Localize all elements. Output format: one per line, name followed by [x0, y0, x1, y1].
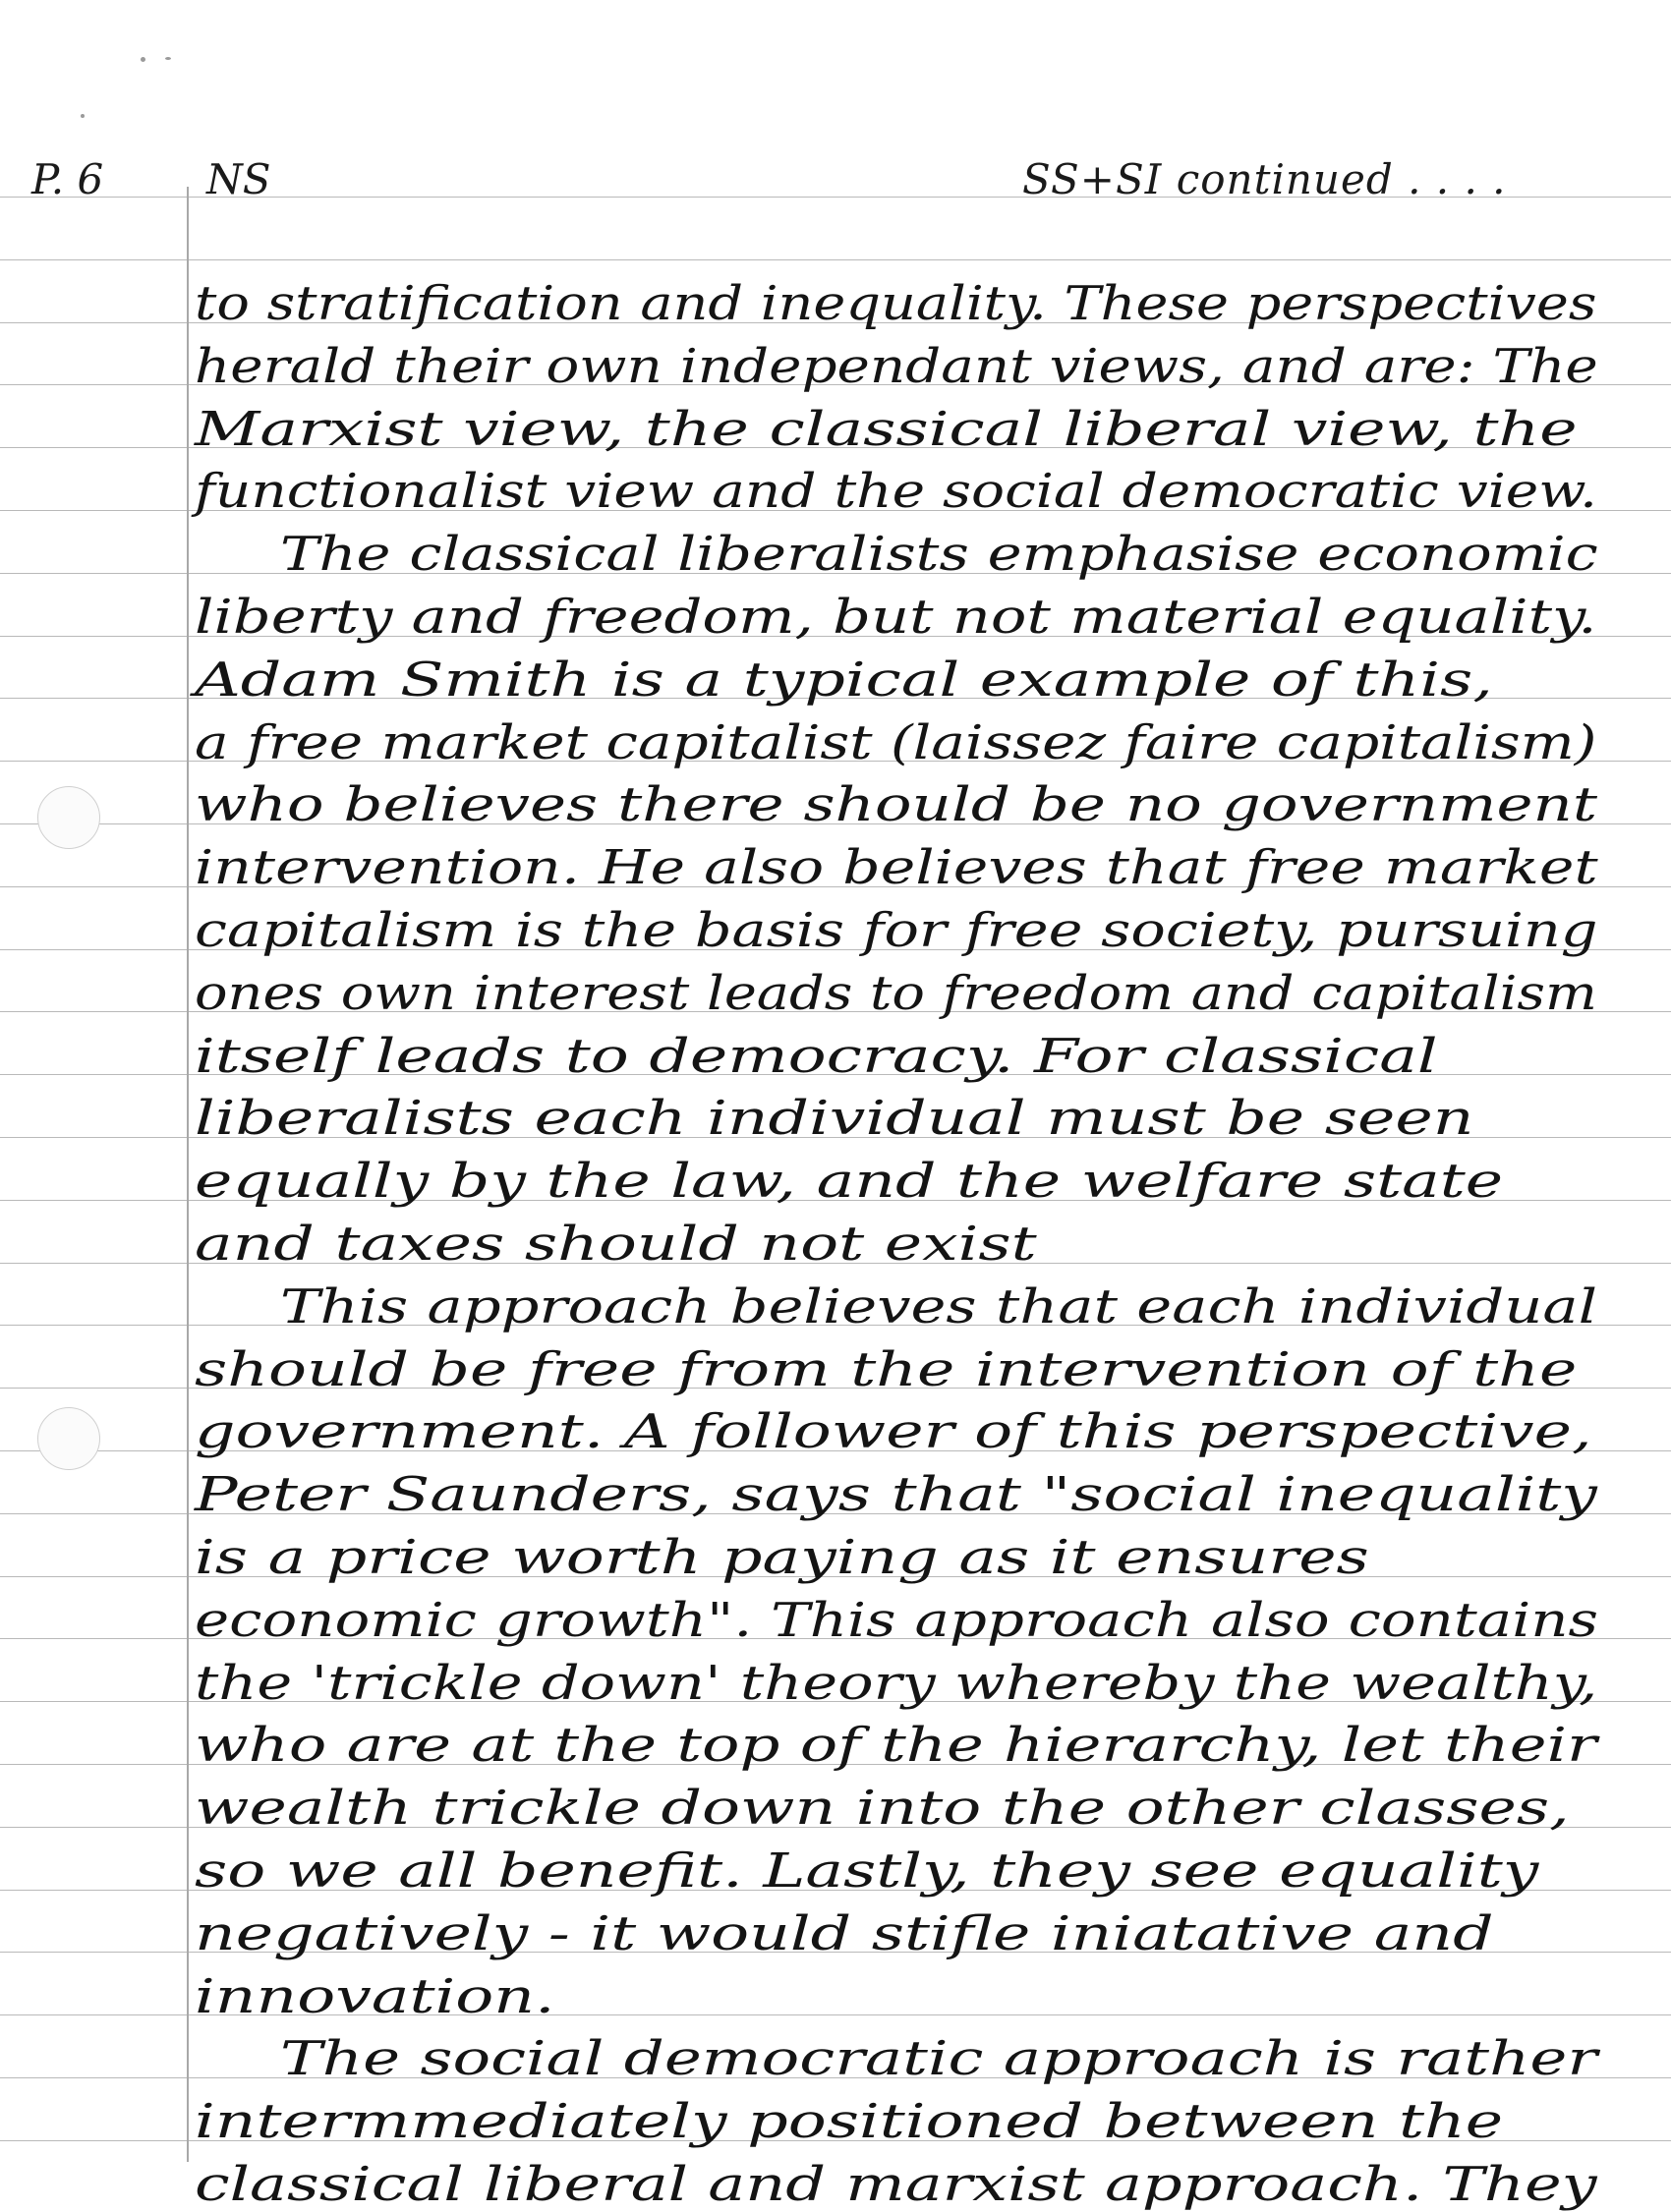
text-line: herald their own independant views, and are: The: [195, 339, 1598, 394]
page-number: P. 6: [31, 155, 104, 203]
text-line: The classical liberalists emphasise economic: [280, 527, 1598, 582]
text-line: who believes there should be no government: [195, 777, 1598, 832]
text-line: a free market capitalist (laissez faire capitalism): [195, 715, 1597, 770]
text-line: This approach believes that each individual: [280, 1279, 1597, 1334]
text-line: innovation.: [195, 1969, 555, 2024]
text-line: Adam Smith is a typical example of this,: [195, 652, 1493, 708]
text-line: is a price worth paying as it ensures: [195, 1530, 1369, 1585]
text-line: should be free from the intervention of the: [195, 1342, 1578, 1397]
text-line: itself leads to democracy. For classical: [195, 1029, 1438, 1084]
text-line: classical liberal and marxist approach. They: [195, 2157, 1597, 2212]
text-line: and taxes should not exist: [195, 1217, 1037, 1272]
text-line: the 'trickle down' theory whereby the wealthy,: [195, 1656, 1598, 1711]
text-line: negatively - it would stifle iniatative and: [195, 1906, 1494, 1961]
text-line: so we all benefit. Lastly, they see equality: [195, 1843, 1539, 1899]
text-line: intermmediately positioned between the: [195, 2094, 1504, 2149]
text-line: Marxist view, the classical liberal view, the: [195, 402, 1578, 457]
text-line: wealth trickle down into the other classes,: [195, 1781, 1570, 1836]
text-line: government. A follower of this perspective,: [195, 1404, 1592, 1459]
text-line: who are at the top of the hierarchy, let their: [195, 1718, 1597, 1773]
text-line: capitalism is the basis for free society, pursuing: [195, 903, 1598, 958]
text-line: economic growth". This approach also contains: [195, 1593, 1599, 1648]
text-line: ones own interest leads to freedom and capitalism: [195, 966, 1597, 1021]
author-initials: NS: [206, 155, 271, 203]
continuation-note: SS+SI continued . . . .: [1022, 155, 1507, 203]
text-line: functionalist view and the social democratic view.: [195, 464, 1597, 519]
text-line: liberalists each individual must be seen: [195, 1091, 1474, 1146]
text-line: to stratification and inequality. These perspectives: [195, 276, 1597, 331]
text-line: Peter Saunders, says that "social inequality: [195, 1467, 1597, 1522]
text-line: liberty and freedom, but not material equality.: [195, 590, 1597, 645]
text-line: intervention. He also believes that free market: [195, 840, 1598, 895]
text-line: equally by the law, and the welfare state: [195, 1154, 1504, 1209]
text-line: The social democratic approach is rather: [280, 2031, 1598, 2086]
